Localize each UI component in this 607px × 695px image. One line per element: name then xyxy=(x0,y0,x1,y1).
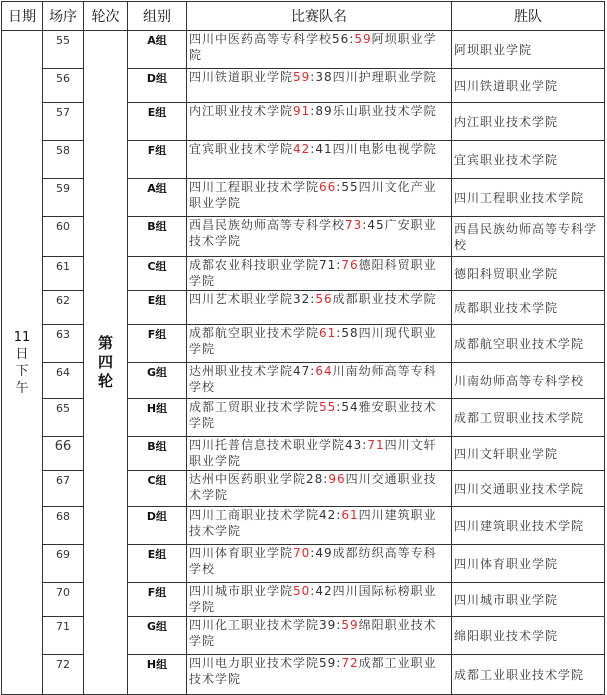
date-text: 下 xyxy=(15,363,29,379)
group-cell: E组 xyxy=(128,291,187,325)
match-cell xyxy=(187,617,452,655)
match-cell xyxy=(187,655,452,695)
match-cell xyxy=(187,545,452,583)
winner-cell: 四川文轩职业学院 xyxy=(452,437,605,471)
header-group: 组别 xyxy=(128,2,187,31)
score-separator: : xyxy=(310,546,316,560)
team-a-name: 四川城市职业学院 xyxy=(189,584,294,598)
team-a-name: 成都工贸职业技术学院 xyxy=(189,400,320,414)
group-cell: G组 xyxy=(128,617,187,655)
match-cell xyxy=(187,325,452,363)
score-b: 42 xyxy=(315,584,333,598)
score-separator: : xyxy=(362,218,368,232)
team-a-name: 宜宾职业技术学院 xyxy=(189,142,294,156)
winner-cell: 成都工业职业技术学院 xyxy=(452,655,605,695)
round-cell xyxy=(84,31,128,695)
team-b-name: 四川文化产业职业学院 xyxy=(189,180,437,210)
score-b: 59 xyxy=(354,32,372,46)
score-separator: : xyxy=(323,472,329,486)
round-text: 轮 xyxy=(97,372,113,390)
team-a-name: 西昌民族幼师高等专科学校 xyxy=(189,218,346,232)
group-cell: A组 xyxy=(128,179,187,217)
group-cell: C组 xyxy=(128,257,187,291)
score-separator: : xyxy=(336,180,342,194)
score-separator: : xyxy=(310,70,316,84)
score-b: 58 xyxy=(341,326,359,340)
header-date: 日期 xyxy=(2,2,43,31)
match-cell xyxy=(187,363,452,399)
group-cell: E组 xyxy=(128,103,187,141)
team-a-name: 四川艺术职业学院 xyxy=(189,292,294,306)
date-cell xyxy=(2,31,43,695)
score-a: 56 xyxy=(332,32,350,46)
seq-cell: 61 xyxy=(43,257,84,291)
score-b: 59 xyxy=(341,618,359,632)
winner-cell: 西昌民族幼师高等专科学校 xyxy=(452,217,605,257)
score-b: 56 xyxy=(315,292,333,306)
winner-cell: 川南幼师高等专科学校 xyxy=(452,363,605,399)
team-a-name: 内江职业技术学院 xyxy=(189,104,294,118)
match-cell xyxy=(187,257,452,291)
score-separator: : xyxy=(310,142,316,156)
seq-cell: 71 xyxy=(43,617,84,655)
date-text: 午 xyxy=(15,380,29,396)
winner-cell: 四川工程职业技术学院 xyxy=(452,179,605,217)
seq-cell: 59 xyxy=(43,179,84,217)
score-separator: : xyxy=(336,258,342,272)
team-b-name: 广安职业技术学院 xyxy=(189,218,437,248)
match-cell xyxy=(187,471,452,507)
team-b-name: 阿坝职业学院 xyxy=(189,32,437,62)
seq-cell: 69 xyxy=(43,545,84,583)
match-cell xyxy=(187,437,452,471)
score-b: 76 xyxy=(341,258,359,272)
team-b-name: 四川文轩职业学院 xyxy=(189,438,437,468)
team-a-name: 达州职业技术学院 xyxy=(189,364,294,378)
match-cell xyxy=(187,217,452,257)
group-cell: E组 xyxy=(128,545,187,583)
match-cell xyxy=(187,31,452,69)
team-b-name: 四川建筑职业技术学院 xyxy=(189,508,437,538)
group-cell: C组 xyxy=(128,471,187,507)
seq-cell: 60 xyxy=(43,217,84,257)
seq-cell: 66 xyxy=(43,437,84,471)
winner-cell: 成都工贸职业技术学院 xyxy=(452,399,605,437)
header-match: 比赛队名 xyxy=(187,2,452,31)
team-a-name: 四川体育职业学院 xyxy=(189,546,294,560)
score-separator: : xyxy=(336,656,342,670)
date-text: 11 xyxy=(13,329,31,345)
header-seq: 场序 xyxy=(43,2,84,31)
date-text: 日 xyxy=(15,346,29,362)
round-text: 四 xyxy=(97,353,113,371)
team-b-name: 川南幼师高等专科学校 xyxy=(189,364,437,394)
seq-cell: 67 xyxy=(43,471,84,507)
header-winner: 胜队 xyxy=(452,2,605,31)
schedule-table xyxy=(1,1,605,695)
seq-cell: 62 xyxy=(43,291,84,325)
match-cell xyxy=(187,507,452,545)
score-separator: : xyxy=(336,326,342,340)
team-a-name: 成都航空职业技术学院 xyxy=(189,326,320,340)
team-b-name: 乐山职业技术学院 xyxy=(332,104,437,118)
score-separator: : xyxy=(336,618,342,632)
score-b: 71 xyxy=(367,438,385,452)
score-a: 39 xyxy=(319,618,337,632)
group-cell: D组 xyxy=(128,507,187,545)
match-cell xyxy=(187,103,452,141)
score-b: 55 xyxy=(341,180,359,194)
score-b: 38 xyxy=(315,70,333,84)
score-a: 47 xyxy=(293,364,311,378)
score-a: 42 xyxy=(293,142,311,156)
team-a-name: 成都农业科技职业学院 xyxy=(189,258,320,272)
score-a: 91 xyxy=(293,104,311,118)
seq-cell: 57 xyxy=(43,103,84,141)
score-a: 71 xyxy=(319,258,337,272)
score-a: 42 xyxy=(319,508,337,522)
score-b: 96 xyxy=(328,472,346,486)
seq-cell: 68 xyxy=(43,507,84,545)
score-separator: : xyxy=(349,32,355,46)
winner-cell: 内江职业技术学院 xyxy=(452,103,605,141)
winner-cell: 成都职业技术学院 xyxy=(452,291,605,325)
score-a: 50 xyxy=(293,584,311,598)
group-cell: H组 xyxy=(128,655,187,695)
group-cell: F组 xyxy=(128,325,187,363)
team-a-name: 四川工商职业技术学院 xyxy=(189,508,320,522)
group-cell: B组 xyxy=(128,437,187,471)
score-a: 73 xyxy=(345,218,363,232)
score-separator: : xyxy=(310,104,316,118)
match-cell xyxy=(187,399,452,437)
team-b-name: 雅安职业技术学院 xyxy=(189,400,437,430)
team-b-name: 成都纺织高等专科学校 xyxy=(189,546,437,576)
team-b-name: 四川交通职业技术学院 xyxy=(189,472,437,502)
team-b-name: 成都职业技术学院 xyxy=(332,292,437,306)
seq-cell: 70 xyxy=(43,583,84,617)
team-b-name: 成都工业职业技术学院 xyxy=(189,656,437,686)
score-separator: : xyxy=(336,400,342,414)
team-b-name: 四川电影电视学院 xyxy=(332,142,437,156)
group-cell: D组 xyxy=(128,69,187,103)
score-b: 64 xyxy=(315,364,333,378)
score-a: 43 xyxy=(345,438,363,452)
winner-cell: 四川城市职业学院 xyxy=(452,583,605,617)
winner-cell: 四川铁道职业学院 xyxy=(452,69,605,103)
round-text: 第 xyxy=(97,334,113,352)
score-separator: : xyxy=(310,584,316,598)
score-a: 59 xyxy=(293,70,311,84)
score-b: 72 xyxy=(341,656,359,670)
winner-cell: 四川建筑职业技术学院 xyxy=(452,507,605,545)
winner-cell: 四川交通职业技术学院 xyxy=(452,471,605,507)
winner-cell: 德阳科贸职业学院 xyxy=(452,257,605,291)
team-b-name: 德阳科贸职业学院 xyxy=(189,258,437,288)
team-b-name: 四川护理职业学院 xyxy=(332,70,437,84)
team-a-name: 四川电力职业技术学院 xyxy=(189,656,320,670)
team-a-name: 四川化工职业技术学院 xyxy=(189,618,320,632)
team-a-name: 四川工程职业技术学院 xyxy=(189,180,320,194)
seq-cell: 55 xyxy=(43,31,84,69)
winner-cell: 成都航空职业技术学院 xyxy=(452,325,605,363)
score-a: 61 xyxy=(319,326,337,340)
team-a-name: 四川中医药高等专科学校 xyxy=(189,32,333,46)
match-cell xyxy=(187,69,452,103)
team-b-name: 绵阳职业技术学院 xyxy=(189,618,437,648)
winner-cell: 阿坝职业学院 xyxy=(452,31,605,69)
schedule-body xyxy=(2,31,605,695)
group-cell: G组 xyxy=(128,363,187,399)
score-b: 49 xyxy=(315,546,333,560)
score-b: 45 xyxy=(367,218,385,232)
score-b: 41 xyxy=(315,142,333,156)
score-separator: : xyxy=(310,292,316,306)
group-cell: H组 xyxy=(128,399,187,437)
seq-cell: 58 xyxy=(43,141,84,179)
winner-cell: 四川体育职业学院 xyxy=(452,545,605,583)
table-row xyxy=(2,31,605,69)
seq-cell: 64 xyxy=(43,363,84,399)
match-cell xyxy=(187,179,452,217)
match-cell xyxy=(187,583,452,617)
seq-cell: 72 xyxy=(43,655,84,695)
score-separator: : xyxy=(310,364,316,378)
seq-cell: 65 xyxy=(43,399,84,437)
group-cell: F组 xyxy=(128,583,187,617)
match-cell xyxy=(187,291,452,325)
winner-cell: 绵阳职业技术学院 xyxy=(452,617,605,655)
group-cell: F组 xyxy=(128,141,187,179)
match-cell xyxy=(187,141,452,179)
group-cell: B组 xyxy=(128,217,187,257)
team-a-name: 四川铁道职业学院 xyxy=(189,70,294,84)
score-separator: : xyxy=(362,438,368,452)
score-b: 54 xyxy=(341,400,359,414)
score-separator: : xyxy=(336,508,342,522)
team-b-name: 四川国际标榜职业学院 xyxy=(189,584,437,614)
group-cell: A组 xyxy=(128,31,187,69)
header-row xyxy=(2,2,605,31)
score-a: 66 xyxy=(319,180,337,194)
score-a: 28 xyxy=(306,472,324,486)
winner-cell: 宜宾职业技术学院 xyxy=(452,141,605,179)
score-a: 59 xyxy=(319,656,337,670)
team-a-name: 四川托普信息技术职业学院 xyxy=(189,438,346,452)
header-round: 轮次 xyxy=(84,2,128,31)
score-b: 61 xyxy=(341,508,359,522)
score-a: 32 xyxy=(293,292,311,306)
team-b-name: 四川现代职业学院 xyxy=(189,326,437,356)
score-a: 70 xyxy=(293,546,311,560)
score-a: 55 xyxy=(319,400,337,414)
score-b: 89 xyxy=(315,104,333,118)
team-a-name: 达州中医药职业学院 xyxy=(189,472,307,486)
seq-cell: 63 xyxy=(43,325,84,363)
seq-cell: 56 xyxy=(43,69,84,103)
